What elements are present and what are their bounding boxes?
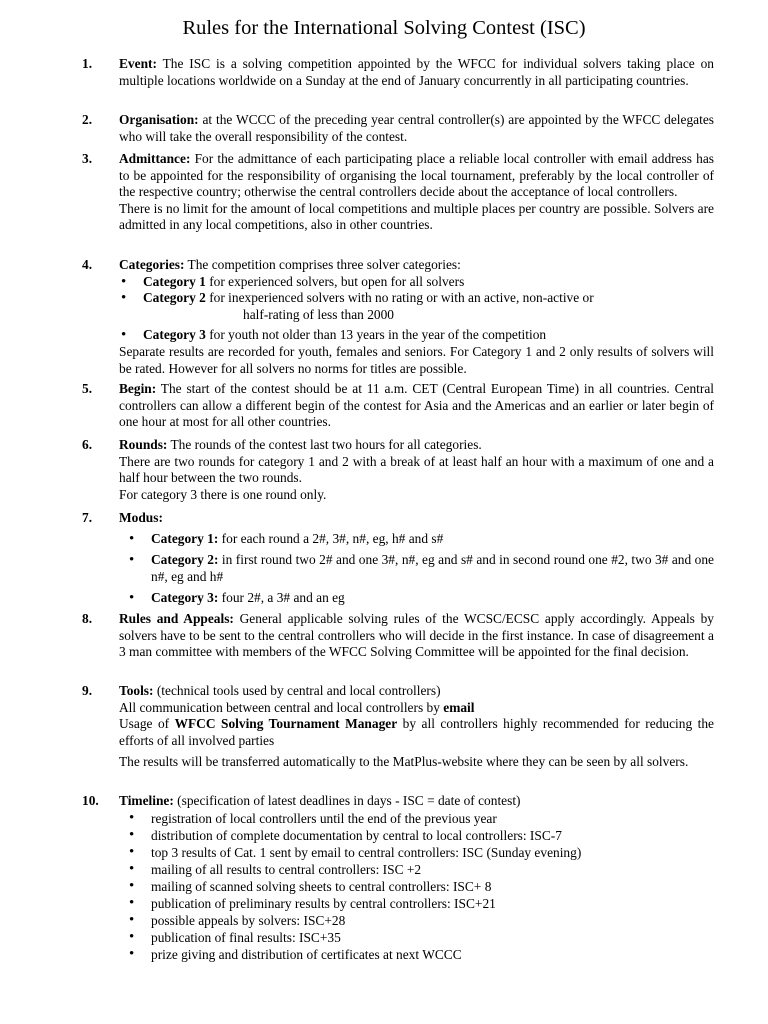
rule-extra: There is no limit for the amount of local competitions and multiple places per country are possible. Solvers are admitted in any local competitions, also in other countries. (119, 200, 714, 233)
rule-heading: Admittance: (119, 151, 191, 166)
category-text: four 2#, a 3# and an eg (221, 590, 345, 606)
rule-number: 6. (82, 437, 93, 452)
rule-line-3-pre: Usage of (119, 716, 170, 732)
rule-heading: Tools: (119, 683, 154, 698)
rule-extra-2: For category 3 there is one round only. (119, 486, 327, 502)
rule-heading: Categories: (119, 257, 185, 272)
timeline-item: • top 3 results of Cat. 1 sent by email to central controllers: ISC (Sunday evening) (119, 844, 714, 861)
category-label: Category 2: (151, 552, 219, 568)
rule-extra: Separate results are recorded for youth, females and seniors. For Category 1 and 2 only results of solvers will be rated. However for all solvers no norms for titles are possible. (119, 343, 714, 376)
category-label: Category 3: (151, 590, 219, 606)
category-text: for experienced solvers, but open for all solvers (209, 273, 465, 289)
rule-tools (82, 683, 714, 771)
rule-heading: Organisation: (119, 112, 199, 127)
timeline-item: • possible appeals by solvers: ISC+28 (119, 912, 714, 929)
document-title: Rules for the International Solving Contest (ISC) (182, 17, 586, 39)
rule-text: at the WCCC of the preceding year central controller(s) are appointed by the WFCC delegates who will take the overall responsibility of the contest. (119, 112, 714, 144)
rule-number: 8. (82, 611, 93, 626)
rule-text: The rounds of the contest last two hours for all categories. (170, 437, 482, 452)
rule-modus (82, 510, 714, 607)
list-item (119, 552, 714, 585)
timeline-item: • publication of preliminary results by central controllers: ISC+21 (119, 895, 714, 912)
rule-heading: Rounds: (119, 437, 168, 452)
category-text: for each round a 2#, 3#, n#, eg, h# and s# (221, 530, 444, 546)
rule-heading: Begin: (119, 381, 157, 396)
category-label: Category 3 (143, 327, 206, 343)
rule-timeline (82, 793, 714, 963)
rule-rounds (82, 437, 714, 503)
rule-admittance (82, 151, 714, 234)
rule-heading: Rules and Appeals: (119, 611, 234, 626)
rule-line-2: All communication between central and local controllers by (119, 699, 440, 715)
rule-rules-and-appeals (82, 611, 714, 661)
list-item (119, 590, 714, 607)
rule-extra: There are two rounds for category 1 and 2 with a break of at least half an hour with a maximum of one and a half hour between the two rounds. (119, 453, 714, 486)
rule-line-3-post: by all controllers highly recommended for reducing the efforts of all involved parties (119, 716, 714, 748)
timeline-item: • publication of final results: ISC+35 (119, 929, 714, 946)
rule-number: 5. (82, 381, 93, 396)
rule-text: The start of the contest should be at 11 a.m. CET (Central European Time) in all countries. Central controllers can allow a different begin of the contest for Asia and the Americas and an earlier or later begin of one hour at most for all other countries. (119, 381, 714, 430)
rule-line-2-bold: email (443, 699, 475, 715)
rule-number: 7. (82, 510, 93, 525)
rule-heading: Modus: (119, 510, 163, 525)
rule-organisation (82, 112, 714, 145)
rule-heading: Event: (119, 56, 157, 71)
category-label: Category 1: (151, 530, 219, 546)
rule-heading: Timeline: (119, 793, 174, 808)
rule-text: The competition comprises three solver categories: (187, 257, 461, 272)
timeline-item: • prize giving and distribution of certificates at next WCCC (119, 946, 714, 963)
timeline-item: • mailing of all results to central controllers: ISC +2 (119, 861, 714, 878)
list-item (119, 531, 714, 548)
rule-extra: The results will be transferred automatically to the MatPlus-website where they can be seen by all solvers. (119, 754, 689, 770)
rule-number: 2. (82, 112, 93, 127)
category-label: Category 2 (143, 290, 206, 306)
timeline-item: • registration of local controllers until the end of the previous year (119, 810, 714, 827)
rule-categories (82, 257, 714, 377)
category-text: for inexperienced solvers with no rating or with an active, non-active or (209, 290, 594, 306)
list-item (119, 274, 714, 291)
category-text: in first round two 2# and one 3#, n#, eg and s# and in second round one #2, two 3# and one n#, eg and h# (151, 552, 714, 584)
rule-text: For the admittance of each participating place a reliable local controller with email address has to be appointed for the responsibility of organising the local tournament, preferably by the local controller of the respective country; otherwise the central controllers decide about the acceptance of local controllers. (119, 151, 714, 200)
rule-text: General applicable solving rules of the WCSC/ECSC apply accordingly. Appeals by solvers have to be sent to the central controllers who will decide in the first instance. In case of disagreement a 3 man committee with members of the WFCC Solving Committee will be appointed for the final decision. (119, 611, 714, 660)
rule-text: (specification of latest deadlines in days - ISC = date of contest) (177, 793, 521, 808)
timeline-item: • mailing of scanned solving sheets to central controllers: ISC+ 8 (119, 878, 714, 895)
rule-number: 10. (82, 793, 99, 808)
rule-number: 4. (82, 257, 93, 272)
list-item (119, 290, 714, 323)
rule-number: 3. (82, 151, 93, 166)
rule-text: (technical tools used by central and local controllers) (156, 683, 441, 698)
rule-text: The ISC is a solving competition appointed by the WFCC for individual solvers taking place on multiple locations worldwide on a Sunday at the end of January concurrently in all participating countries. (119, 56, 714, 88)
category-text: for youth not older than 13 years in the year of the competition (209, 327, 547, 343)
tournament-manager-name: WFCC Solving Tournament Manager (174, 716, 398, 732)
timeline-item: • distribution of complete documentation by central to local controllers: ISC-7 (119, 827, 714, 844)
category-text-continued: half-rating of less than 2000 (243, 306, 394, 322)
category-label: Category 1 (143, 273, 206, 289)
rule-number: 1. (82, 56, 93, 71)
rule-number: 9. (82, 683, 93, 698)
rule-event (82, 56, 714, 89)
rule-begin (82, 381, 714, 431)
list-item (119, 327, 714, 344)
